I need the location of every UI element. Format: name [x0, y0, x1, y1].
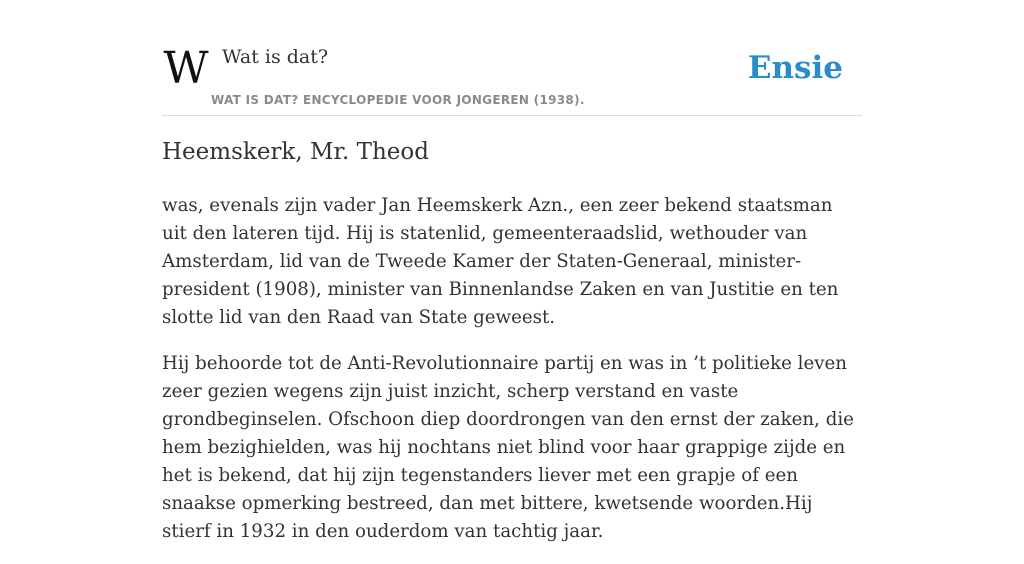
- article-title: Heemskerk, Mr. Theod: [162, 139, 429, 165]
- svg-text:W: W: [163, 43, 209, 94]
- source-title[interactable]: Wat is dat?: [222, 46, 329, 68]
- article-paragraph: Hij behoorde tot de Anti-Revolutionnaire partij en was in ’t politieke leven zeer gezien wegens zijn juist inzicht, scherp verstand en vaste grondbeginselen. Ofschoon diep doordrongen van den ernst der zaken, die hem bezighielden, was hij nochtans niet blind voor haar grappige zijde en het is bekend, dat hij zijn tegenstanders liever met een grapje of een snaakse opmerking bestreed, dan met bittere, kwetsende woorden.Hij stierf in 1932 in den ouderdom van tachtig jaar.: [162, 353, 854, 542]
- source-header: [162, 40, 862, 116]
- ensie-brand-link[interactable]: Ensie: [747, 50, 843, 86]
- article-body: [162, 192, 862, 564]
- wikipedia-w-icon[interactable]: [163, 43, 209, 94]
- source-subtitle: WAT IS DAT? ENCYCLOPEDIE VOOR JONGEREN (1938).: [211, 93, 585, 107]
- article-paragraph: was, evenals zijn vader Jan Heemskerk Azn., een zeer bekend staatsman uit den lateren tijd. Hij is statenlid, gemeenteraadslid, wethouder van Amsterdam, lid van de Tweede Kamer der Staten-Generaal, minister-president (1908), minister van Binnenlandse Zaken en van Justitie en ten slotte lid van den Raad van State geweest.: [162, 195, 839, 328]
